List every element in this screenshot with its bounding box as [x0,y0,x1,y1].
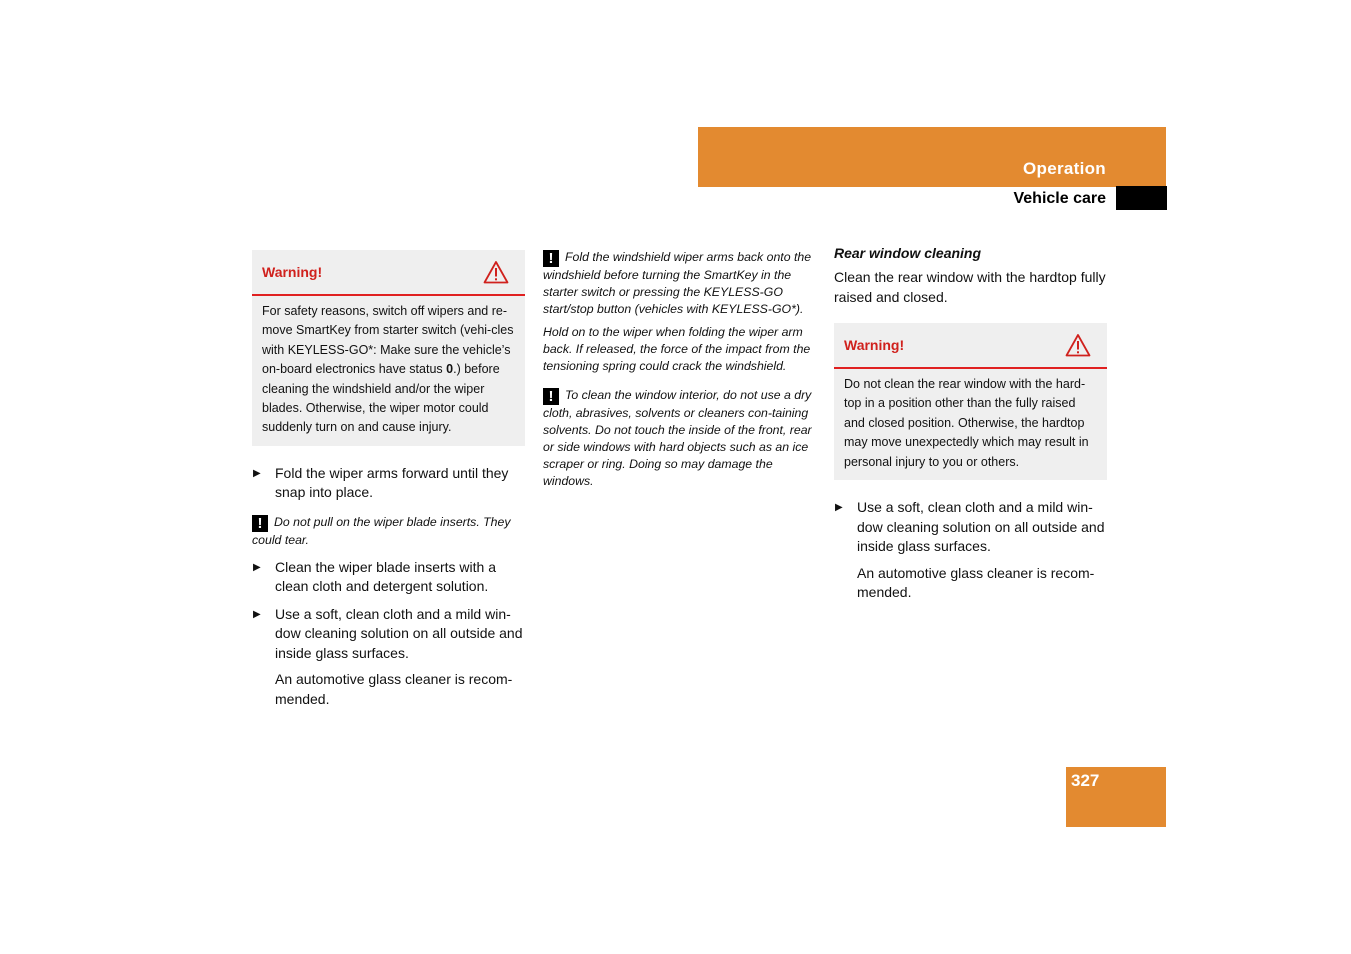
caution-note [543,387,819,490]
bullet-arrow-icon: ▶ [253,561,261,573]
warning-box [834,323,1107,480]
step-text: Fold the wiper arms forward until they snap into place. [275,464,509,501]
bullet-arrow-icon: ▶ [253,467,261,479]
warning-text-part2: .) before cleaning the windshield and/or the wiper blades. Otherwise, the wiper motor could suddenly turn on and cause injury. [262,362,500,435]
instruction-step [252,464,525,503]
exclamation-icon: ! [252,515,268,532]
column-right [834,245,1107,603]
note-text: Do not pull on the wiper blade inserts. They could tear. [252,514,511,547]
warning-title: Warning! [844,337,905,353]
column-middle [543,249,819,490]
warning-text-part1: For safety reasons, switch off wipers and re-move SmartKey from starter switch (vehi-cles with KEYLESS-GO*: Make sure the vehicle’s on-board electronics have status [262,304,514,377]
column-left [252,250,525,709]
warning-title: Warning! [262,264,323,280]
instruction-step [834,498,1107,557]
warning-triangle-icon [1065,333,1091,357]
bullet-arrow-icon: ▶ [253,608,261,620]
note-text: Fold the windshield wiper arms back onto the windshield before turning the SmartKey in the starter switch or pressing the KEYLESS-GO start/stop button (vehicles with KEYLESS-GO*). [543,250,812,316]
page-number: 327 [1071,771,1100,790]
step-subnote: An automotive glass cleaner is recom-mended. [857,564,1095,601]
warning-text-status: 0 [446,362,454,377]
warning-header [252,250,525,296]
step-text: Use a soft, clean cloth and a mild win-dow cleaning solution on all outside and inside glass surfaces. [275,605,523,661]
note-continuation: Hold on to the wiper when folding the wiper arm back. If released, the force of the impact from the tensioning spring could crack the windshield. [543,325,811,373]
subsection-title: Vehicle care [1013,190,1106,207]
section-title: Operation [1023,159,1106,178]
caution-note [252,514,525,549]
step-text: Use a soft, clean cloth and a mild win-dow cleaning solution on all outside and inside glass surfaces. [857,499,1105,555]
intro-paragraph: Clean the rear window with the hardtop fully raised and closed. [834,269,1106,305]
caution-note [543,249,819,318]
exclamation-icon: ! [543,388,559,405]
bullet-arrow-icon: ▶ [835,502,843,514]
section-tab-marker [1116,186,1167,210]
instruction-step [252,605,525,664]
exclamation-icon: ! [543,250,559,267]
warning-text: Do not clean the rear window with the hard-top in a position other than the fully raised and closed position. Otherwise, the hardtop may move unexpectedly which may result in personal injury to you or others. [844,377,1089,469]
note-text: To clean the window interior, do not use a dry cloth, abrasives, solvents or cleaners con-taining solvents. Do not touch the inside of the front, rear or side windows with hard objects such as an ice scraper or ring. Doing so may damage the windows. [543,388,812,488]
instruction-step [252,558,525,597]
warning-header [834,323,1107,369]
step-subnote: An automotive glass cleaner is recom-mended. [275,671,513,707]
step-text: Clean the wiper blade inserts with a clean cloth and detergent solution. [275,558,497,595]
warning-triangle-icon [483,260,509,284]
warning-box [252,250,525,446]
section-heading: Rear window cleaning [834,245,982,261]
warning-text [252,296,525,446]
